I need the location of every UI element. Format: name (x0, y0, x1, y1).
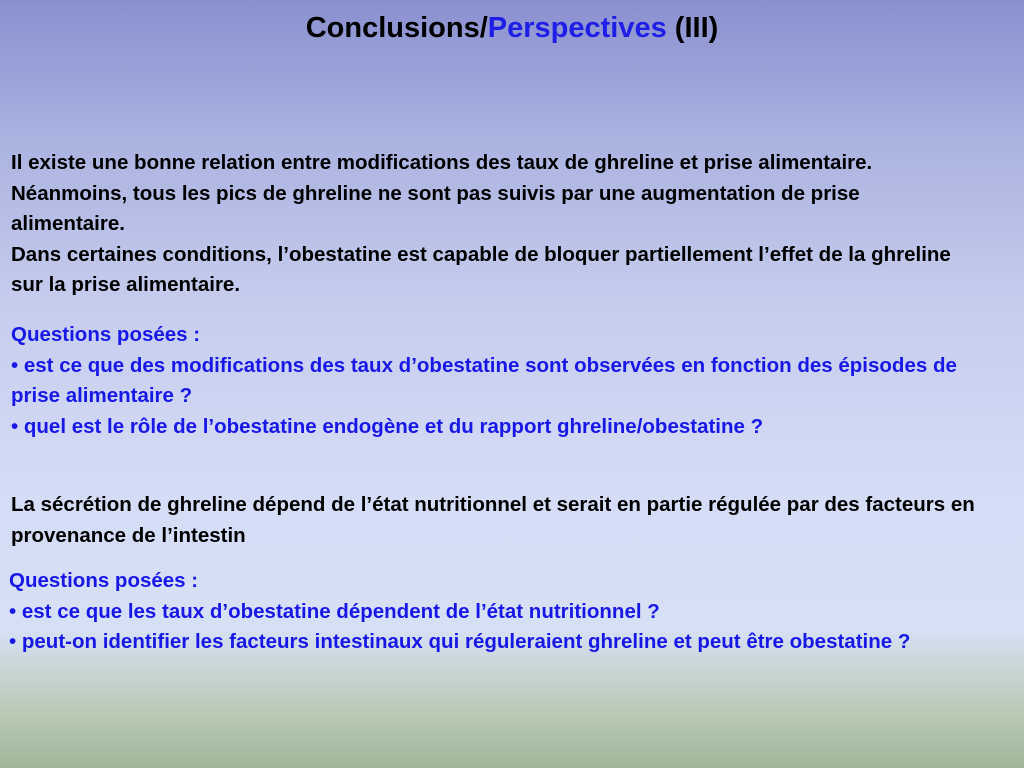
question-1-2: • quel est le rôle de l’obestatine endogène et du rapport ghreline/obestatine ? (11, 414, 764, 438)
questions-heading-2: Questions posées : (9, 569, 199, 592)
questions-block-2 (9, 566, 1009, 658)
finding-ghreline-secretion: La sécrétion de ghreline dépend de l’état nutritionnel et serait en partie régulée par des facteurs en provenance de l’intestin (11, 493, 975, 547)
question-2-1: • est ce que les taux d’obestatine dépendent de l’état nutritionnel ? (9, 599, 660, 623)
title-numeral: (III) (666, 12, 719, 44)
questions-heading-1: Questions posées : (11, 323, 201, 346)
title-perspectives: Perspectives (487, 12, 667, 44)
slide-title (0, 8, 1024, 48)
finding-obestatine-block: Dans certaines conditions, l’obestatine est capable de bloquer partiellement l’effet de la ghreline sur la prise alimentaire. (11, 242, 951, 296)
questions-block-1 (11, 320, 1011, 442)
finding-ghreline-relation: Il existe une bonne relation entre modifications des taux de ghreline et prise alimentaire. Néanmoins, tous les pics de ghreline ne sont pas suivis par une augmentation de prise alimentaire. (11, 151, 873, 235)
findings-block-2 (11, 490, 991, 551)
question-1-1: • est ce que des modifications des taux d’obestatine sont observées en fonction des épisodes de prise alimentaire ? (11, 353, 957, 407)
title-conclusions: Conclusions/ (305, 12, 488, 44)
question-2-2: • peut-on identifier les facteurs intestinaux qui réguleraient ghreline et peut être obestatine ? (9, 630, 911, 653)
findings-block-1 (11, 148, 971, 301)
